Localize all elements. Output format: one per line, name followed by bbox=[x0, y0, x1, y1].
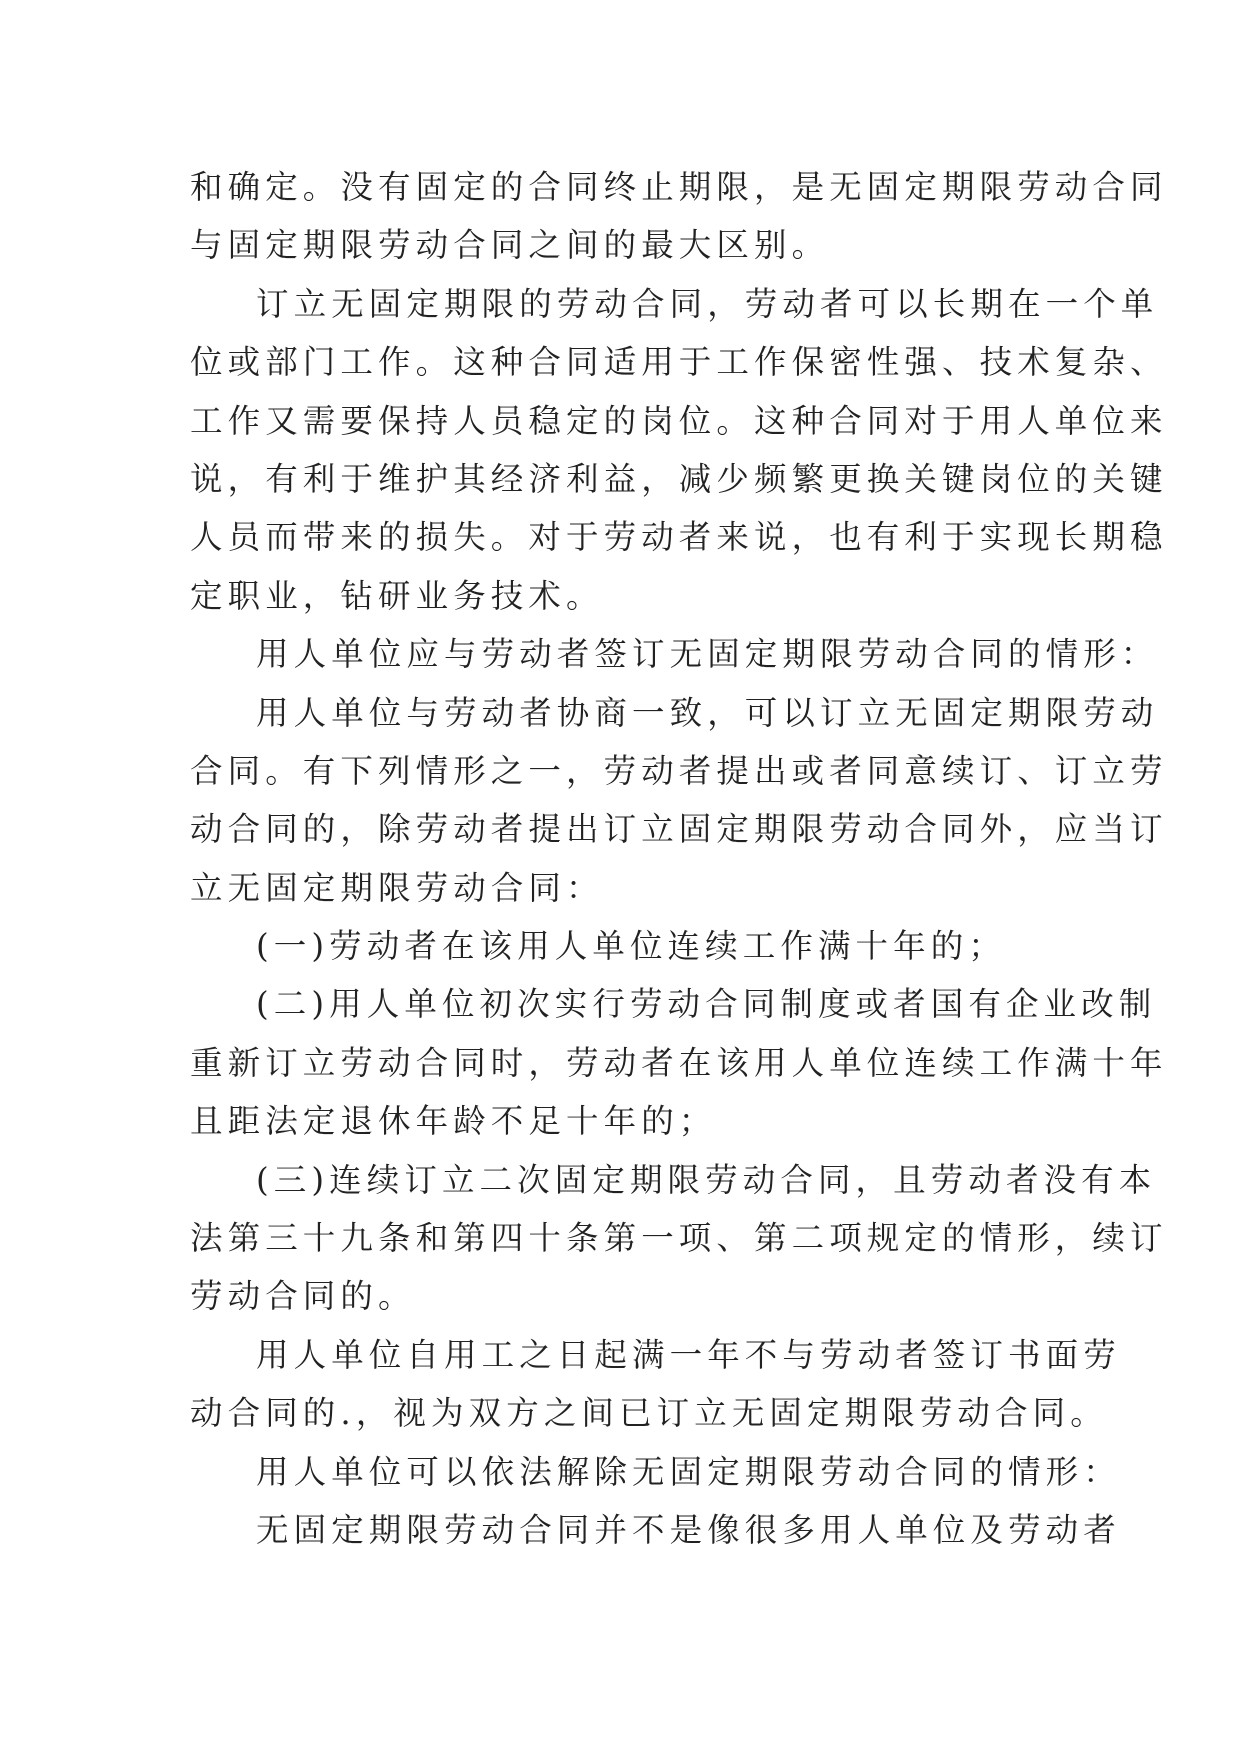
text-line: 且距法定退休年龄不足十年的； bbox=[190, 1102, 717, 1141]
text-line: 用人单位自用工之日起满一年不与劳动者签订书面劳 bbox=[256, 1335, 1121, 1374]
text-line: 与固定期限劳动合同之间的最大区别。 bbox=[190, 226, 830, 265]
text-line: 无固定期限劳动合同并不是像很多用人单位及劳动者 bbox=[256, 1510, 1121, 1549]
text-line: 说，有利于维护其经济利益，减少频繁更换关键岗位的关键 bbox=[190, 459, 1168, 498]
text-line: (二)用人单位初次实行劳动合同制度或者国有企业改制 bbox=[256, 985, 1157, 1024]
text-line: 用人单位应与劳动者签订无固定期限劳动合同的情形： bbox=[256, 635, 1159, 674]
text-line: (三)连续订立二次固定期限劳动合同，且劳动者没有本 bbox=[256, 1160, 1157, 1199]
text-line: 位或部门工作。这种合同适用于工作保密性强、技术复杂、 bbox=[190, 343, 1168, 382]
text-line: 工作又需要保持人员稳定的岗位。这种合同对于用人单位来 bbox=[190, 401, 1168, 440]
text-line: 人员而带来的损失。对于劳动者来说，也有利于实现长期稳 bbox=[190, 518, 1168, 557]
text-line: 法第三十九条和第四十条第一项、第二项规定的情形，续订 bbox=[190, 1219, 1168, 1258]
document-body bbox=[190, 158, 1168, 1559]
text-line: 立无固定期限劳动合同： bbox=[190, 868, 604, 907]
text-line: 动合同的，除劳动者提出订立固定期限劳动合同外，应当订 bbox=[190, 810, 1168, 849]
text-line: 动合同的.，视为双方之间已订立无固定期限劳动合同。 bbox=[190, 1394, 1108, 1433]
text-line: 用人单位与劳动者协商一致，可以订立无固定期限劳动 bbox=[256, 693, 1159, 732]
text-line: 劳动合同的。 bbox=[190, 1277, 416, 1316]
text-line: 合同。有下列情形之一，劳动者提出或者同意续订、订立劳 bbox=[190, 751, 1168, 790]
text-line: (一)劳动者在该用人单位连续工作满十年的； bbox=[256, 927, 1006, 966]
text-line: 用人单位可以依法解除无固定期限劳动合同的情形： bbox=[256, 1452, 1121, 1491]
text-line: 重新订立劳动合同时，劳动者在该用人单位连续工作满十年 bbox=[190, 1043, 1168, 1082]
text-line: 定职业，钻研业务技术。 bbox=[190, 576, 604, 615]
text-line: 和确定。没有固定的合同终止期限，是无固定期限劳动合同 bbox=[190, 168, 1168, 206]
text-line: 订立无固定期限的劳动合同，劳动者可以长期在一个单 bbox=[256, 284, 1159, 323]
